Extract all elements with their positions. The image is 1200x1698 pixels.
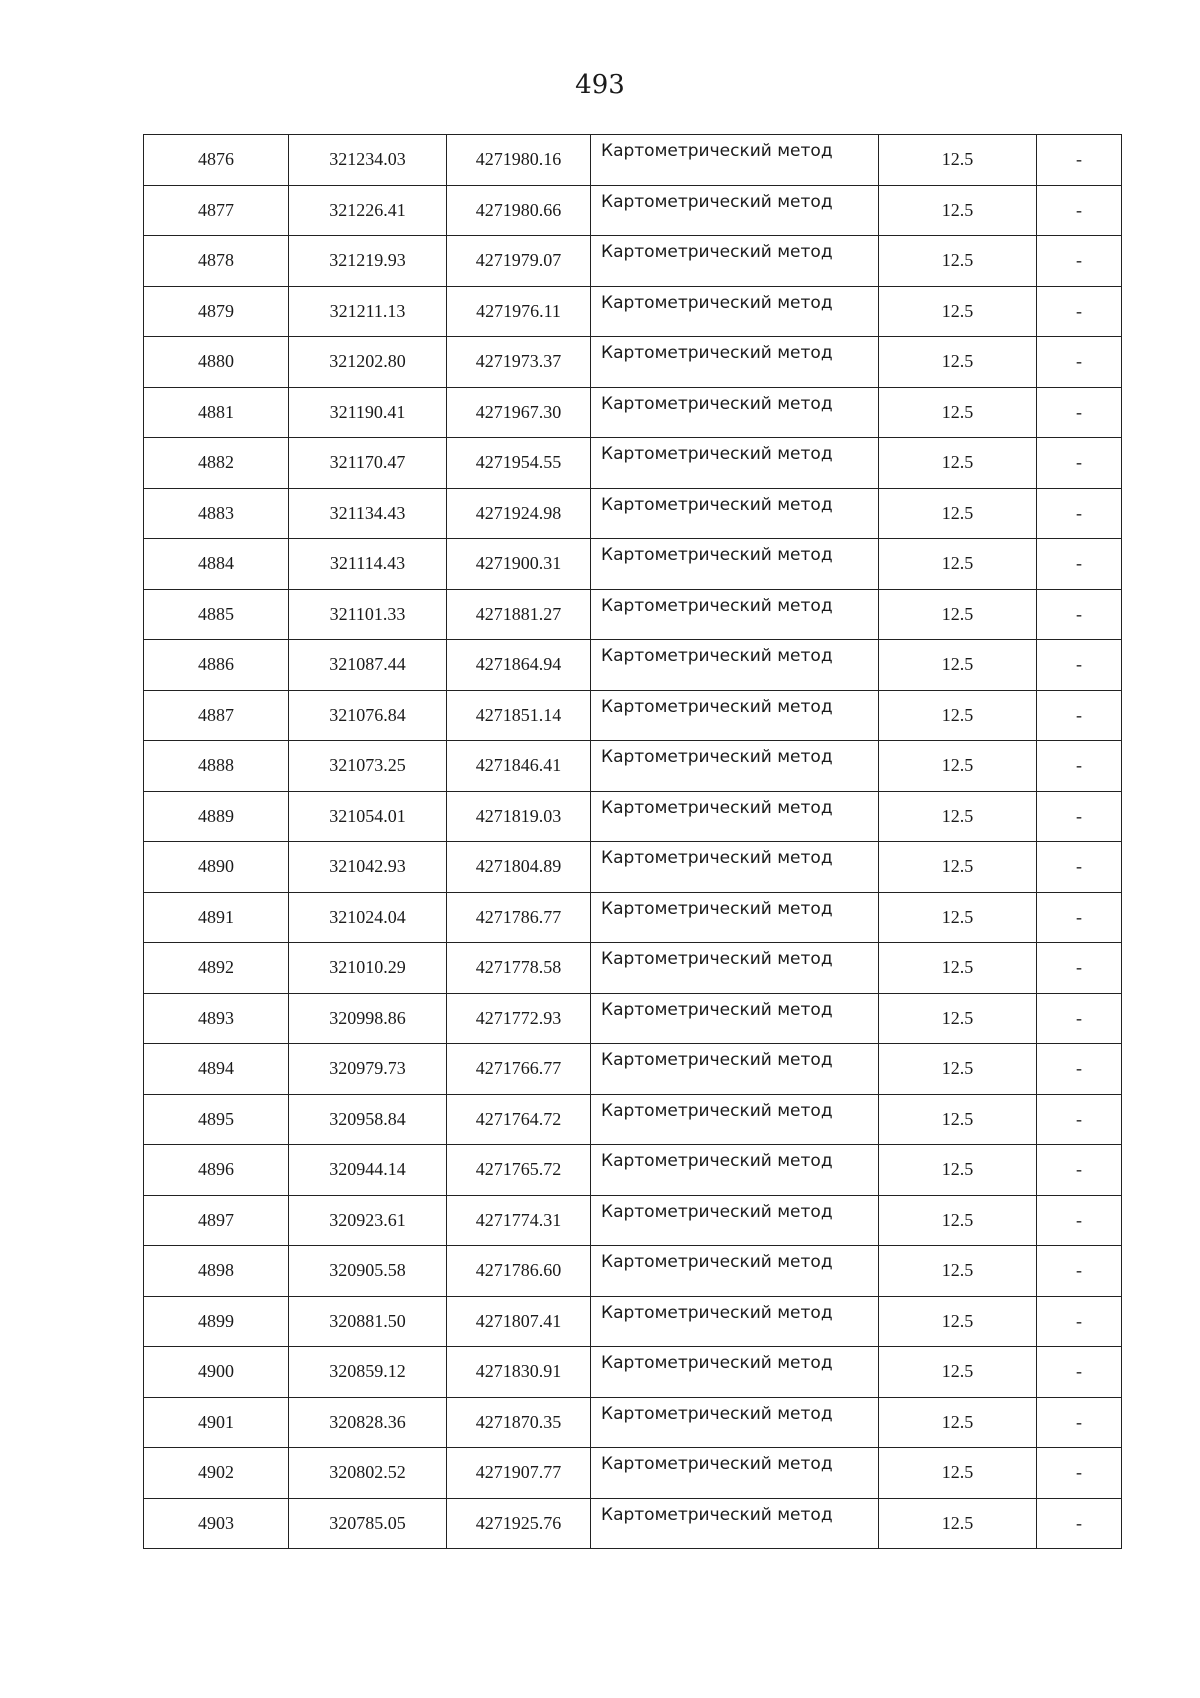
accuracy-cell: 12.5 — [879, 286, 1037, 337]
table-row — [144, 1246, 1122, 1297]
accuracy-cell: 12.5 — [879, 488, 1037, 539]
note-cell: - — [1037, 842, 1122, 893]
point-number-cell: 4882 — [144, 438, 289, 489]
note-cell: - — [1037, 286, 1122, 337]
method-cell: Картометрический метод — [591, 1397, 879, 1448]
accuracy-cell: 12.5 — [879, 640, 1037, 691]
table-row — [144, 791, 1122, 842]
y-coordinate-cell: 4271764.72 — [447, 1094, 591, 1145]
point-number-cell: 4892 — [144, 943, 289, 994]
method-cell: Картометрический метод — [591, 185, 879, 236]
accuracy-cell: 12.5 — [879, 1195, 1037, 1246]
method-cell: Картометрический метод — [591, 1296, 879, 1347]
table-row — [144, 1145, 1122, 1196]
table-row — [144, 1296, 1122, 1347]
accuracy-cell: 12.5 — [879, 993, 1037, 1044]
method-cell: Картометрический метод — [591, 640, 879, 691]
table-row — [144, 1044, 1122, 1095]
accuracy-cell: 12.5 — [879, 1145, 1037, 1196]
accuracy-cell: 12.5 — [879, 438, 1037, 489]
note-cell: - — [1037, 1498, 1122, 1549]
x-coordinate-cell: 321190.41 — [289, 387, 447, 438]
y-coordinate-cell: 4271830.91 — [447, 1347, 591, 1398]
x-coordinate-cell: 321202.80 — [289, 337, 447, 388]
y-coordinate-cell: 4271954.55 — [447, 438, 591, 489]
method-cell: Картометрический метод — [591, 993, 879, 1044]
point-number-cell: 4884 — [144, 539, 289, 590]
table-row — [144, 1347, 1122, 1398]
y-coordinate-cell: 4271979.07 — [447, 236, 591, 287]
x-coordinate-cell: 321170.47 — [289, 438, 447, 489]
x-coordinate-cell: 320998.86 — [289, 993, 447, 1044]
method-cell: Картометрический метод — [591, 1145, 879, 1196]
y-coordinate-cell: 4271900.31 — [447, 539, 591, 590]
note-cell: - — [1037, 690, 1122, 741]
point-number-cell: 4896 — [144, 1145, 289, 1196]
table-row — [144, 741, 1122, 792]
y-coordinate-cell: 4271786.60 — [447, 1246, 591, 1297]
x-coordinate-cell: 320923.61 — [289, 1195, 447, 1246]
point-number-cell: 4883 — [144, 488, 289, 539]
table-row — [144, 236, 1122, 287]
point-number-cell: 4898 — [144, 1246, 289, 1297]
point-number-cell: 4900 — [144, 1347, 289, 1398]
accuracy-cell: 12.5 — [879, 135, 1037, 186]
x-coordinate-cell: 321114.43 — [289, 539, 447, 590]
accuracy-cell: 12.5 — [879, 892, 1037, 943]
x-coordinate-cell: 320958.84 — [289, 1094, 447, 1145]
point-number-cell: 4899 — [144, 1296, 289, 1347]
y-coordinate-cell: 4271976.11 — [447, 286, 591, 337]
note-cell: - — [1037, 1044, 1122, 1095]
accuracy-cell: 12.5 — [879, 842, 1037, 893]
x-coordinate-cell: 321211.13 — [289, 286, 447, 337]
table-row — [144, 185, 1122, 236]
x-coordinate-cell: 320944.14 — [289, 1145, 447, 1196]
method-cell: Картометрический метод — [591, 1195, 879, 1246]
method-cell: Картометрический метод — [591, 842, 879, 893]
point-number-cell: 4893 — [144, 993, 289, 1044]
note-cell: - — [1037, 741, 1122, 792]
x-coordinate-cell: 321101.33 — [289, 589, 447, 640]
y-coordinate-cell: 4271786.77 — [447, 892, 591, 943]
point-number-cell: 4897 — [144, 1195, 289, 1246]
accuracy-cell: 12.5 — [879, 539, 1037, 590]
method-cell: Картометрический метод — [591, 690, 879, 741]
method-cell: Картометрический метод — [591, 741, 879, 792]
method-cell: Картометрический метод — [591, 1094, 879, 1145]
y-coordinate-cell: 4271765.72 — [447, 1145, 591, 1196]
x-coordinate-cell: 320828.36 — [289, 1397, 447, 1448]
x-coordinate-cell: 321054.01 — [289, 791, 447, 842]
y-coordinate-cell: 4271807.41 — [447, 1296, 591, 1347]
accuracy-cell: 12.5 — [879, 943, 1037, 994]
x-coordinate-cell: 321024.04 — [289, 892, 447, 943]
note-cell: - — [1037, 1246, 1122, 1297]
y-coordinate-cell: 4271772.93 — [447, 993, 591, 1044]
point-number-cell: 4903 — [144, 1498, 289, 1549]
method-cell: Картометрический метод — [591, 387, 879, 438]
y-coordinate-cell: 4271804.89 — [447, 842, 591, 893]
method-cell: Картометрический метод — [591, 1498, 879, 1549]
table-row — [144, 640, 1122, 691]
accuracy-cell: 12.5 — [879, 1296, 1037, 1347]
x-coordinate-cell: 320979.73 — [289, 1044, 447, 1095]
method-cell: Картометрический метод — [591, 943, 879, 994]
x-coordinate-cell: 321073.25 — [289, 741, 447, 792]
table-row — [144, 1094, 1122, 1145]
point-number-cell: 4885 — [144, 589, 289, 640]
x-coordinate-cell: 321234.03 — [289, 135, 447, 186]
note-cell: - — [1037, 387, 1122, 438]
table-row — [144, 488, 1122, 539]
x-coordinate-cell: 320785.05 — [289, 1498, 447, 1549]
point-number-cell: 4880 — [144, 337, 289, 388]
table-row — [144, 539, 1122, 590]
point-number-cell: 4891 — [144, 892, 289, 943]
point-number-cell: 4894 — [144, 1044, 289, 1095]
accuracy-cell: 12.5 — [879, 1498, 1037, 1549]
note-cell: - — [1037, 1448, 1122, 1499]
x-coordinate-cell: 321042.93 — [289, 842, 447, 893]
method-cell: Картометрический метод — [591, 791, 879, 842]
method-cell: Картометрический метод — [591, 1448, 879, 1499]
x-coordinate-cell: 320881.50 — [289, 1296, 447, 1347]
table-row — [144, 892, 1122, 943]
y-coordinate-cell: 4271870.35 — [447, 1397, 591, 1448]
note-cell: - — [1037, 135, 1122, 186]
point-number-cell: 4890 — [144, 842, 289, 893]
note-cell: - — [1037, 539, 1122, 590]
note-cell: - — [1037, 1397, 1122, 1448]
method-cell: Картометрический метод — [591, 1044, 879, 1095]
accuracy-cell: 12.5 — [879, 387, 1037, 438]
y-coordinate-cell: 4271967.30 — [447, 387, 591, 438]
accuracy-cell: 12.5 — [879, 236, 1037, 287]
x-coordinate-cell: 321226.41 — [289, 185, 447, 236]
table-row — [144, 1397, 1122, 1448]
note-cell: - — [1037, 337, 1122, 388]
accuracy-cell: 12.5 — [879, 690, 1037, 741]
table-row — [144, 943, 1122, 994]
y-coordinate-cell: 4271924.98 — [447, 488, 591, 539]
accuracy-cell: 12.5 — [879, 1044, 1037, 1095]
y-coordinate-cell: 4271774.31 — [447, 1195, 591, 1246]
method-cell: Картометрический метод — [591, 1246, 879, 1297]
coordinates-table — [143, 134, 1122, 1549]
point-number-cell: 4888 — [144, 741, 289, 792]
accuracy-cell: 12.5 — [879, 589, 1037, 640]
accuracy-cell: 12.5 — [879, 185, 1037, 236]
y-coordinate-cell: 4271980.16 — [447, 135, 591, 186]
table-row — [144, 286, 1122, 337]
y-coordinate-cell: 4271864.94 — [447, 640, 591, 691]
method-cell: Картометрический метод — [591, 236, 879, 287]
table-row — [144, 1448, 1122, 1499]
note-cell: - — [1037, 488, 1122, 539]
page-number: 493 — [575, 70, 625, 100]
note-cell: - — [1037, 185, 1122, 236]
point-number-cell: 4877 — [144, 185, 289, 236]
y-coordinate-cell: 4271881.27 — [447, 589, 591, 640]
accuracy-cell: 12.5 — [879, 1347, 1037, 1398]
table-row — [144, 993, 1122, 1044]
accuracy-cell: 12.5 — [879, 337, 1037, 388]
y-coordinate-cell: 4271925.76 — [447, 1498, 591, 1549]
accuracy-cell: 12.5 — [879, 741, 1037, 792]
y-coordinate-cell: 4271819.03 — [447, 791, 591, 842]
y-coordinate-cell: 4271973.37 — [447, 337, 591, 388]
note-cell: - — [1037, 1195, 1122, 1246]
x-coordinate-cell: 320859.12 — [289, 1347, 447, 1398]
table-row — [144, 337, 1122, 388]
note-cell: - — [1037, 236, 1122, 287]
method-cell: Картометрический метод — [591, 1347, 879, 1398]
table-row — [144, 387, 1122, 438]
x-coordinate-cell: 321087.44 — [289, 640, 447, 691]
table-row — [144, 135, 1122, 186]
method-cell: Картометрический метод — [591, 337, 879, 388]
note-cell: - — [1037, 1094, 1122, 1145]
x-coordinate-cell: 320905.58 — [289, 1246, 447, 1297]
x-coordinate-cell: 321010.29 — [289, 943, 447, 994]
accuracy-cell: 12.5 — [879, 1094, 1037, 1145]
point-number-cell: 4901 — [144, 1397, 289, 1448]
note-cell: - — [1037, 791, 1122, 842]
note-cell: - — [1037, 943, 1122, 994]
point-number-cell: 4879 — [144, 286, 289, 337]
y-coordinate-cell: 4271766.77 — [447, 1044, 591, 1095]
table-row — [144, 589, 1122, 640]
point-number-cell: 4881 — [144, 387, 289, 438]
note-cell: - — [1037, 438, 1122, 489]
table-row — [144, 842, 1122, 893]
table-body — [144, 135, 1122, 1549]
method-cell: Картометрический метод — [591, 539, 879, 590]
table-row — [144, 690, 1122, 741]
x-coordinate-cell: 321134.43 — [289, 488, 447, 539]
note-cell: - — [1037, 892, 1122, 943]
point-number-cell: 4878 — [144, 236, 289, 287]
table-row — [144, 1498, 1122, 1549]
point-number-cell: 4889 — [144, 791, 289, 842]
x-coordinate-cell: 321219.93 — [289, 236, 447, 287]
y-coordinate-cell: 4271907.77 — [447, 1448, 591, 1499]
method-cell: Картометрический метод — [591, 135, 879, 186]
y-coordinate-cell: 4271846.41 — [447, 741, 591, 792]
method-cell: Картометрический метод — [591, 286, 879, 337]
method-cell: Картометрический метод — [591, 488, 879, 539]
note-cell: - — [1037, 1347, 1122, 1398]
point-number-cell: 4876 — [144, 135, 289, 186]
point-number-cell: 4886 — [144, 640, 289, 691]
note-cell: - — [1037, 640, 1122, 691]
x-coordinate-cell: 320802.52 — [289, 1448, 447, 1499]
x-coordinate-cell: 321076.84 — [289, 690, 447, 741]
method-cell: Картометрический метод — [591, 438, 879, 489]
method-cell: Картометрический метод — [591, 892, 879, 943]
note-cell: - — [1037, 993, 1122, 1044]
note-cell: - — [1037, 589, 1122, 640]
note-cell: - — [1037, 1145, 1122, 1196]
accuracy-cell: 12.5 — [879, 1397, 1037, 1448]
y-coordinate-cell: 4271778.58 — [447, 943, 591, 994]
note-cell: - — [1037, 1296, 1122, 1347]
accuracy-cell: 12.5 — [879, 791, 1037, 842]
y-coordinate-cell: 4271980.66 — [447, 185, 591, 236]
point-number-cell: 4895 — [144, 1094, 289, 1145]
point-number-cell: 4887 — [144, 690, 289, 741]
table-row — [144, 438, 1122, 489]
accuracy-cell: 12.5 — [879, 1246, 1037, 1297]
method-cell: Картометрический метод — [591, 589, 879, 640]
y-coordinate-cell: 4271851.14 — [447, 690, 591, 741]
accuracy-cell: 12.5 — [879, 1448, 1037, 1499]
table-row — [144, 1195, 1122, 1246]
point-number-cell: 4902 — [144, 1448, 289, 1499]
